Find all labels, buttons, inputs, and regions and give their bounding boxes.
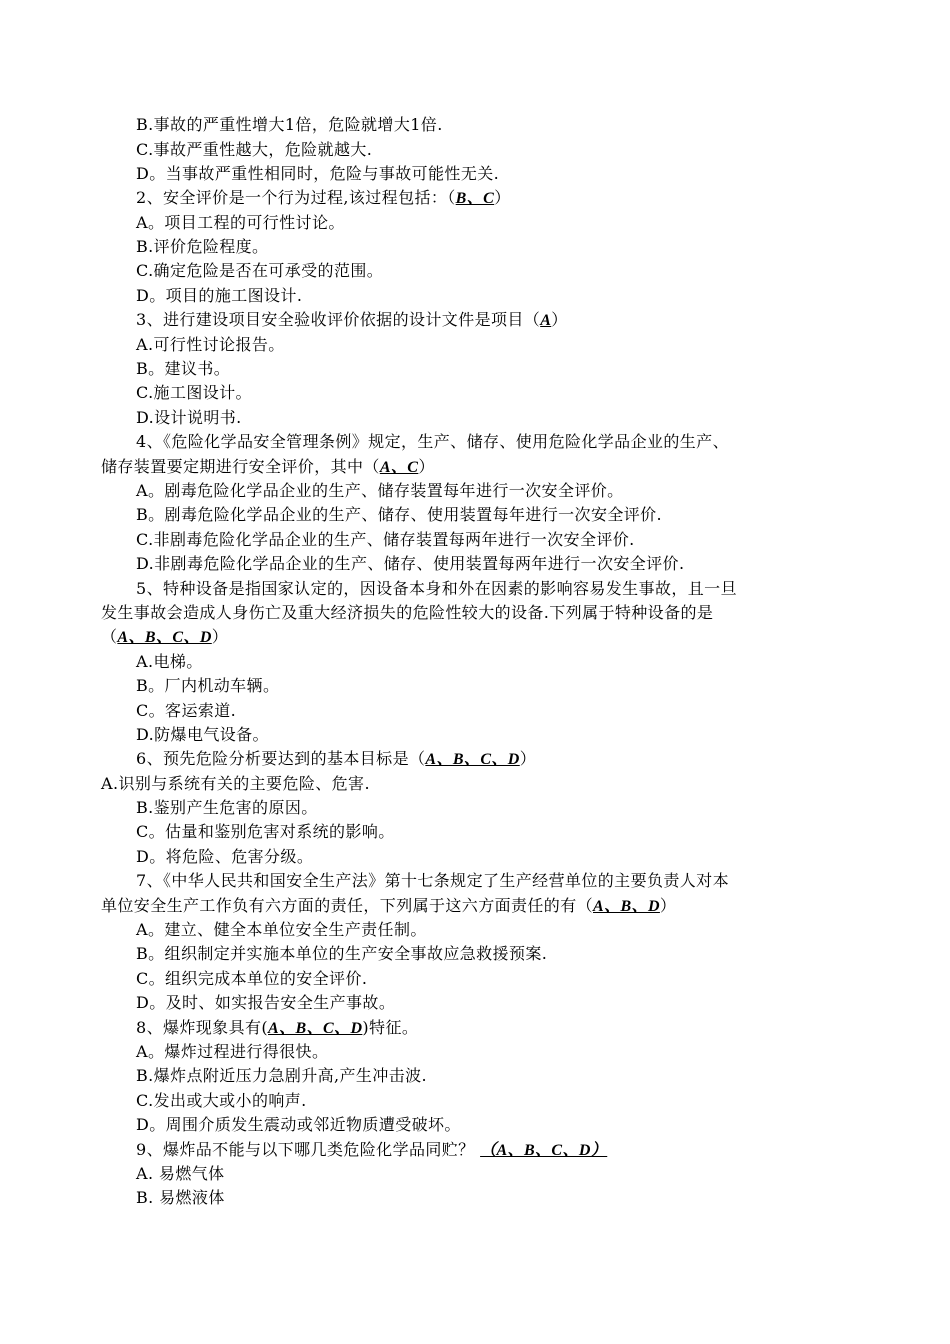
answer-key: （A、B、C、D） [480, 1142, 608, 1159]
question-line: 3、进行建设项目安全验收评价依据的设计文件是项目（A） [136, 310, 568, 329]
option-line: D。项目的施工图设计. [136, 286, 303, 305]
question-line: 4、《危险化学品安全管理条例》规定，生产、储存、使用危险化学品企业的生产、 [136, 432, 729, 451]
option-line: D.非剧毒危险化学品企业的生产、储存、使用装置每两年进行一次安全评价. [136, 554, 685, 573]
answer-key: A、B、C、D [425, 751, 520, 768]
answer-key: A、B、C、D [117, 629, 212, 646]
option-line: C.施工图设计。 [136, 383, 252, 402]
answer-key: B、C [455, 190, 495, 207]
option-line: C。估量和鉴别危害对系统的影响。 [136, 822, 395, 841]
option-line: A。爆炸过程进行得很快。 [136, 1042, 329, 1061]
question-line: （A、B、C、D） [101, 627, 229, 646]
option-line: A。项目工程的可行性讨论。 [136, 213, 345, 232]
option-line: C.非剧毒危险化学品企业的生产、储存装置每两年进行一次安全评价. [136, 530, 635, 549]
option-line: C.确定危险是否在可承受的范围。 [136, 261, 384, 280]
option-line: B.鉴别产生危害的原因。 [136, 798, 318, 817]
option-line: A. 易燃气体 [136, 1164, 225, 1183]
answer-key: A、B、D [593, 898, 660, 915]
option-line: B.评价危险程度。 [136, 237, 269, 256]
question-line: 储存装置要定期进行安全评价，其中（A、C） [101, 457, 435, 476]
answer-key: A、B、C、D [268, 1020, 363, 1037]
option-line: D。周围介质发生震动或邻近物质遭受破坏。 [136, 1115, 461, 1134]
option-line: D。及时、如实报告安全生产事故。 [136, 993, 396, 1012]
option-line: B. 易燃液体 [136, 1188, 225, 1207]
option-line: A。建立、健全本单位安全生产责任制。 [136, 920, 427, 939]
question-line: 单位安全生产工作负有六方面的责任，下列属于这六方面责任的有（A、B、D） [101, 896, 677, 915]
question-line: 发生事故会造成人身伤亡及重大经济损失的危险性较大的设备.下列属于特种设备的是 [101, 603, 714, 622]
answer-key: A、C [379, 459, 419, 476]
option-line: B。建议书。 [136, 359, 231, 378]
option-line: D.设计说明书. [136, 408, 242, 427]
question-line: 7、《中华人民共和国安全生产法》第十七条规定了生产经营单位的主要负责人对本 [136, 871, 729, 890]
option-line: D。将危险、危害分级。 [136, 847, 314, 866]
option-line: B。厂内机动车辆。 [136, 676, 280, 695]
option-line: D.防爆电气设备。 [136, 725, 269, 744]
option-line: A.电梯。 [136, 652, 203, 671]
option-line: C.事故严重性越大，危险就越大. [136, 140, 373, 159]
question-line: 8、爆炸现象具有(A、B、C、D)特征。 [136, 1018, 419, 1037]
option-line: D。当事故严重性相同时，危险与事故可能性无关. [136, 164, 500, 183]
question-line: 6、预先危险分析要达到的基本目标是（A、B、C、D） [136, 749, 537, 768]
option-line: C.发出或大或小的响声. [136, 1091, 307, 1110]
option-line: B。剧毒危险化学品企业的生产、储存、使用装置每年进行一次安全评价. [136, 505, 663, 524]
option-line: C。客运索道. [136, 701, 237, 720]
question-line: 9、爆炸品不能与以下哪几类危险化学品同贮？ （A、B、C、D） [136, 1140, 608, 1159]
option-line: B.爆炸点附近压力急剧升高,产生冲击波. [136, 1066, 428, 1085]
option-line: B。组织制定并实施本单位的生产安全事故应急救援预案. [136, 944, 548, 963]
answer-key: A [540, 312, 552, 329]
option-line: A。剧毒危险化学品企业的生产、储存装置每年进行一次安全评价。 [136, 481, 624, 500]
option-line: A.可行性讨论报告。 [136, 335, 285, 354]
question-line: 5、特种设备是指国家认定的，因设备本身和外在因素的影响容易发生事故，且一旦 [136, 579, 737, 598]
option-line: C。组织完成本单位的安全评价. [136, 969, 368, 988]
question-line: 2、安全评价是一个行为过程,该过程包括：（B、C） [136, 188, 511, 207]
option-line: A.识别与系统有关的主要危险、危害. [101, 774, 370, 793]
option-line: B.事故的严重性增大1倍，危险就增大1倍. [136, 115, 443, 134]
